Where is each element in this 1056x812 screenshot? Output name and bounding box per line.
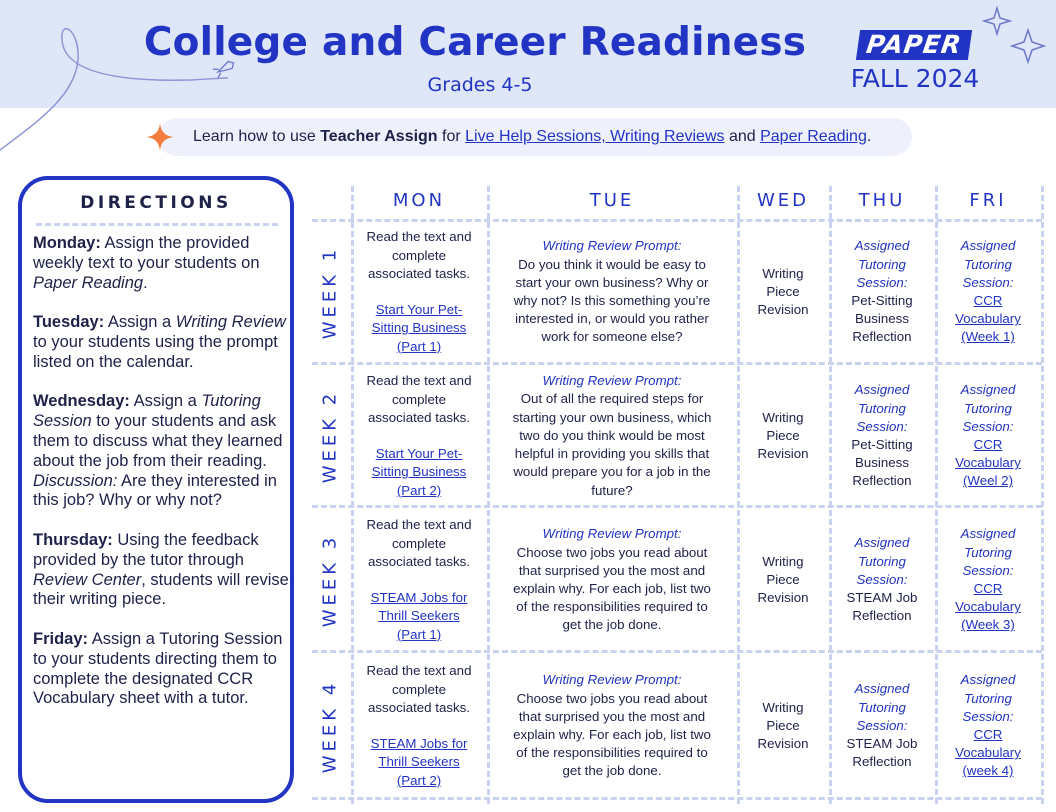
wednesday-cell bbox=[740, 222, 826, 362]
tutoring-session-label: Assigned bbox=[854, 535, 910, 551]
monday-cell bbox=[354, 368, 484, 504]
writing-prompt-text: get the job done. bbox=[562, 763, 662, 779]
reflection-text: Pet-Sitting bbox=[851, 293, 913, 308]
direction-thursday: Thursday: Using the feedback provided by the tutor through Review Center, students will revise their writing piece. bbox=[33, 530, 289, 609]
monday-task-text: complete bbox=[392, 247, 446, 263]
revision-text: Revision bbox=[757, 736, 809, 752]
reflection-text: Pet-Sitting bbox=[851, 437, 913, 452]
week-label bbox=[312, 510, 348, 650]
thursday-cell bbox=[832, 656, 932, 796]
monday-task-text: complete bbox=[392, 391, 446, 407]
writing-prompt-text: explain why. For each job, list two bbox=[513, 581, 711, 596]
reflection-text: Business bbox=[855, 311, 909, 327]
writing-prompt-text: why not? Is this something you’re bbox=[513, 293, 711, 308]
vocabulary-link[interactable]: (Week 3) bbox=[961, 617, 1015, 633]
writing-prompt-text: helpful in providing you skills that bbox=[514, 446, 710, 462]
wednesday-cell bbox=[740, 510, 826, 650]
tutoring-session-label: Assigned bbox=[960, 672, 1016, 688]
monday-task-text: associated tasks. bbox=[368, 409, 470, 425]
term-label: FALL 2024 bbox=[850, 64, 980, 93]
writing-prompt-text: work for someone else? bbox=[541, 329, 683, 345]
monday-cell bbox=[354, 222, 484, 362]
tutoring-session-label: Tutoring bbox=[964, 690, 1012, 706]
vocabulary-link[interactable]: CCR bbox=[973, 727, 1003, 742]
week-label-text: WEEK 3 bbox=[319, 533, 341, 627]
writing-prompt-text: Choose two jobs you read about bbox=[516, 690, 708, 706]
writing-prompt-text: get the job done. bbox=[562, 617, 662, 633]
writing-prompt-text: would prepare you for a job in the bbox=[513, 464, 711, 480]
reflection-text: Business bbox=[855, 455, 909, 471]
writing-prompt-text: Out of all the required steps for bbox=[520, 391, 704, 407]
writing-prompt-text: of the responsibilities required to bbox=[516, 745, 708, 761]
monday-task-text: complete bbox=[392, 681, 446, 697]
tutoring-session-label: Tutoring bbox=[858, 256, 906, 272]
friday-cell bbox=[938, 368, 1038, 504]
revision-text: Writing bbox=[762, 265, 804, 281]
tutoring-session-label: Session: bbox=[962, 418, 1014, 434]
revision-text: Writing bbox=[762, 409, 804, 425]
reading-link[interactable]: Thrill Seekers bbox=[378, 754, 460, 770]
direction-tuesday: Tuesday: Assign a Writing Review to your students using the prompt listed on the calendar. bbox=[33, 313, 286, 371]
day-header-wed: WED bbox=[756, 190, 810, 211]
writing-prompt-heading: Writing Review Prompt: bbox=[542, 526, 682, 542]
grid-divider bbox=[312, 505, 1042, 508]
teacher-assign-banner bbox=[158, 118, 912, 156]
writing-prompt-text: Do you think it would be easy to bbox=[518, 256, 706, 272]
teacher-assign-label: Teacher Assign bbox=[320, 128, 438, 145]
banner-text: Learn how to use Teacher Assign for Live Help Sessions, Writing Reviews and Paper Reading. bbox=[193, 128, 872, 145]
monday-task-text: associated tasks. bbox=[368, 699, 470, 715]
grade-subtitle: Grades 4-5 bbox=[427, 74, 533, 96]
vocabulary-link[interactable]: (Weel 2) bbox=[963, 473, 1013, 489]
reading-link[interactable]: (Part 2) bbox=[396, 482, 442, 498]
week-label bbox=[312, 368, 348, 504]
direction-monday: Monday: Assign the provided weekly text to your students on Paper Reading. bbox=[33, 234, 260, 292]
directions-panel bbox=[18, 176, 294, 803]
reading-link[interactable]: STEAM Jobs for bbox=[370, 590, 468, 606]
vocabulary-link[interactable]: Vocabulary bbox=[955, 311, 1021, 327]
writing-prompt-text: of the responsibilities required to bbox=[516, 599, 708, 615]
week-label bbox=[312, 222, 348, 362]
revision-text: Revision bbox=[757, 446, 809, 462]
monday-task-text: Read the text and bbox=[366, 663, 472, 679]
revision-text: Revision bbox=[757, 590, 809, 606]
thursday-cell bbox=[832, 222, 932, 362]
writing-prompt-heading: Writing Review Prompt: bbox=[542, 672, 682, 688]
monday-task-text: associated tasks. bbox=[368, 265, 470, 281]
vocabulary-link[interactable]: (Week 1) bbox=[961, 329, 1015, 345]
calendar-grid bbox=[312, 186, 1056, 806]
tutoring-session-label: Assigned bbox=[960, 382, 1016, 398]
vocabulary-link[interactable]: (week 4) bbox=[962, 763, 1014, 779]
vocabulary-link[interactable]: Vocabulary bbox=[955, 455, 1021, 471]
tutoring-session-label: Tutoring bbox=[858, 400, 906, 416]
writing-prompt-text: Choose two jobs you read about bbox=[516, 544, 708, 560]
writing-prompt-text: explain why. For each job, list two bbox=[513, 727, 711, 742]
day-header-thu: THU bbox=[858, 190, 906, 211]
orange-star-icon bbox=[145, 122, 175, 152]
monday-task-text: Read the text and bbox=[366, 373, 472, 389]
revision-text: Piece bbox=[766, 571, 800, 587]
revision-text: Writing bbox=[762, 699, 804, 715]
tutoring-session-label: Assigned bbox=[854, 238, 910, 254]
wednesday-cell bbox=[740, 656, 826, 796]
tutoring-session-label: Session: bbox=[856, 717, 908, 733]
directions-body bbox=[33, 234, 289, 729]
vocabulary-link[interactable]: Vocabulary bbox=[955, 599, 1021, 615]
tutoring-session-label: Session: bbox=[962, 562, 1014, 578]
writing-prompt-heading: Writing Review Prompt: bbox=[542, 373, 682, 389]
tutoring-session-label: Tutoring bbox=[964, 400, 1012, 416]
tutoring-session-label: Assigned bbox=[960, 238, 1016, 254]
tutoring-session-label: Tutoring bbox=[964, 256, 1012, 272]
writing-prompt-text: starting your own business, which bbox=[512, 409, 712, 425]
sparkle-icon bbox=[984, 8, 1010, 34]
tutoring-session-label: Session: bbox=[856, 571, 908, 587]
paper-reading-link[interactable]: Paper Reading bbox=[760, 128, 867, 145]
live-help-writing-reviews-link[interactable]: Live Help Sessions, Writing Reviews bbox=[465, 128, 725, 145]
tuesday-cell bbox=[490, 510, 734, 650]
sparkle-icon bbox=[1012, 30, 1044, 62]
friday-cell bbox=[938, 510, 1038, 650]
day-header-mon: MON bbox=[392, 190, 446, 211]
writing-prompt-text: start your own business? Why or bbox=[515, 274, 709, 290]
week-label-text: WEEK 4 bbox=[319, 679, 341, 773]
grid-divider bbox=[312, 797, 1042, 800]
week-label bbox=[312, 656, 348, 796]
writing-prompt-text: future? bbox=[591, 482, 633, 498]
wednesday-cell bbox=[740, 368, 826, 504]
tutoring-session-label: Tutoring bbox=[964, 544, 1012, 560]
writing-prompt-text: two do you think would be most bbox=[519, 427, 705, 443]
writing-prompt-heading: Writing Review Prompt: bbox=[542, 238, 682, 254]
vocabulary-link[interactable]: CCR bbox=[973, 581, 1003, 596]
reflection-text: Reflection bbox=[852, 473, 912, 489]
revision-text: Piece bbox=[766, 427, 800, 443]
reading-link[interactable]: Start Your Pet- bbox=[375, 302, 463, 318]
directions-title: DIRECTIONS bbox=[80, 193, 232, 213]
vocabulary-link[interactable]: CCR bbox=[973, 293, 1003, 308]
tutoring-session-label: Assigned bbox=[854, 382, 910, 398]
reading-link[interactable]: Sitting Business bbox=[371, 320, 467, 336]
tutoring-session-label: Session: bbox=[856, 418, 908, 434]
monday-task-text: Read the text and bbox=[366, 517, 472, 533]
monday-task-text: associated tasks. bbox=[368, 553, 470, 569]
reading-link[interactable]: (Part 2) bbox=[396, 772, 442, 788]
reflection-text: Reflection bbox=[852, 754, 912, 770]
paper-logo: PAPER bbox=[856, 30, 972, 60]
tuesday-cell bbox=[490, 222, 734, 362]
revision-text: Revision bbox=[757, 302, 809, 318]
writing-prompt-text: interested in, or would you rather bbox=[515, 311, 709, 327]
revision-text: Writing bbox=[762, 553, 804, 569]
page-title: College and Career Readiness bbox=[143, 20, 807, 65]
revision-text: Piece bbox=[766, 717, 800, 733]
tutoring-session-label: Assigned bbox=[854, 681, 910, 697]
writing-prompt-text: that surprised you the most and bbox=[518, 708, 706, 724]
reflection-text: Reflection bbox=[852, 329, 912, 345]
direction-wednesday: Wednesday: Assign a Tutoring Session to your students and ask them to discuss what they learned about the job from their reading. Discussion: Are they interested in this job? Why or why not? bbox=[33, 392, 283, 510]
tutoring-session-label: Session: bbox=[856, 274, 908, 290]
grid-divider bbox=[1041, 186, 1044, 804]
tutoring-session-label: Session: bbox=[962, 274, 1014, 290]
reading-link[interactable]: STEAM Jobs for bbox=[370, 736, 468, 752]
reflection-text: Reflection bbox=[852, 608, 912, 624]
day-header-fri: FRI bbox=[969, 190, 1007, 211]
day-header-tue: TUE bbox=[589, 190, 635, 211]
reading-link[interactable]: Start Your Pet- bbox=[375, 446, 463, 462]
monday-cell bbox=[354, 656, 484, 796]
reflection-text: STEAM Job bbox=[846, 590, 918, 606]
monday-cell bbox=[354, 510, 484, 650]
tutoring-session-label: Session: bbox=[962, 708, 1014, 724]
revision-text: Piece bbox=[766, 283, 800, 299]
grid-divider bbox=[312, 650, 1042, 653]
reading-link[interactable]: (Part 1) bbox=[396, 626, 442, 642]
tutoring-session-label: Tutoring bbox=[858, 699, 906, 715]
reading-link[interactable]: Sitting Business bbox=[371, 464, 467, 480]
friday-cell bbox=[938, 656, 1038, 796]
monday-task-text: complete bbox=[392, 535, 446, 551]
vocabulary-link[interactable]: Vocabulary bbox=[955, 745, 1021, 761]
tuesday-cell bbox=[490, 368, 734, 504]
tutoring-session-label: Tutoring bbox=[858, 553, 906, 569]
tuesday-cell bbox=[490, 656, 734, 796]
thursday-cell bbox=[832, 510, 932, 650]
thursday-cell bbox=[832, 368, 932, 504]
week-label-text: WEEK 2 bbox=[319, 389, 341, 483]
direction-friday: Friday: Assign a Tutoring Session to your students directing them to complete the designated CCR Vocabulary sheet with a tutor. bbox=[33, 629, 283, 708]
week-label-text: WEEK 1 bbox=[319, 245, 341, 339]
reflection-text: STEAM Job bbox=[846, 736, 918, 752]
writing-prompt-text: that surprised you the most and bbox=[518, 562, 706, 578]
tutoring-session-label: Assigned bbox=[960, 526, 1016, 542]
divider bbox=[36, 223, 278, 226]
friday-cell bbox=[938, 222, 1038, 362]
grid-divider bbox=[312, 362, 1042, 365]
reading-link[interactable]: Thrill Seekers bbox=[378, 608, 460, 624]
reading-link[interactable]: (Part 1) bbox=[396, 338, 442, 354]
monday-task-text: Read the text and bbox=[366, 229, 472, 245]
vocabulary-link[interactable]: CCR bbox=[973, 437, 1003, 452]
